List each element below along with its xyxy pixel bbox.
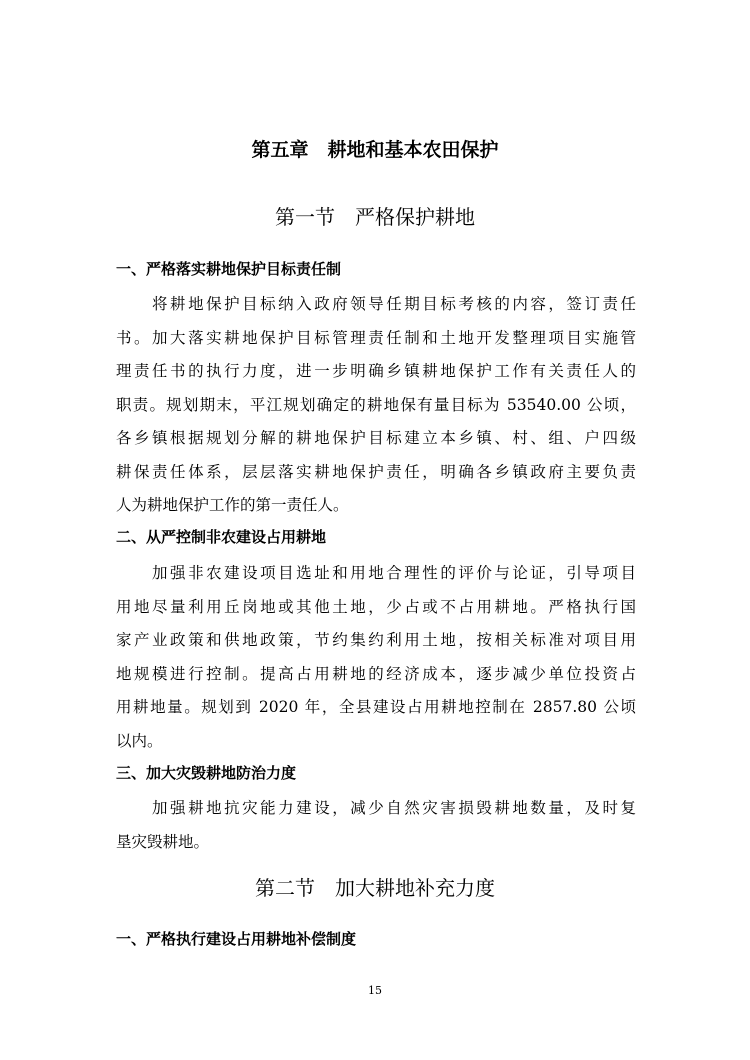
paragraph-line: 人为耕地保护工作的第一责任人。 xyxy=(116,496,349,514)
subheading-1-2: 二、从严控制非农建设占用耕地 xyxy=(116,528,327,546)
chapter-title: 第五章 耕地和基本农田保护 xyxy=(251,139,499,161)
section-title-2: 第二节 加大耕地补充力度 xyxy=(255,876,495,900)
page-number: 15 xyxy=(368,984,382,997)
section-title-1: 第一节 严格保护耕地 xyxy=(275,205,475,229)
paragraph-line: 书。加大落实耕地保护目标管理责任制和土地开发整理项目实施管 xyxy=(116,328,636,347)
paragraph-line: 家产业政策和供地政策，节约集约利用土地，按相关标准对项目用 xyxy=(116,631,636,649)
paragraph-line: 耕保责任体系，层层落实耕地保护责任，明确各乡镇政府主要负责 xyxy=(116,462,636,481)
paragraph-line: 职责。规划期末，平江规划确定的耕地保有量目标为 53540.00 公顷， xyxy=(116,395,636,414)
subheading-1-1: 一、严格落实耕地保护目标责任制 xyxy=(116,260,342,278)
paragraph-line: 垦灾毁耕地。 xyxy=(116,832,210,851)
subheading-1-3: 三、加大灾毁耕地防治力度 xyxy=(116,764,297,782)
paragraph-line: 各乡镇根据规划分解的耕地保护目标建立本乡镇、村、组、户四级 xyxy=(116,429,636,447)
paragraph-line: 加强非农建设项目选址和用地合理性的评价与论证，引导项目 xyxy=(116,564,636,582)
subheading-2-1: 一、严格执行建设占用耕地补偿制度 xyxy=(116,930,357,948)
paragraph-1-2 xyxy=(116,557,636,758)
paragraph-line: 地规模进行控制。提高占用耕地的经济成本，逐步减少单位投资占 xyxy=(116,664,636,683)
paragraph-1-3 xyxy=(116,792,636,859)
paragraph-line: 用地尽量利用丘岗地或其他土地，少占或不占用耕地。严格执行国 xyxy=(116,597,636,616)
paragraph-1-1 xyxy=(116,288,636,523)
paragraph-line: 以内。 xyxy=(116,731,163,750)
paragraph-line: 理责任书的执行力度，进一步明确乡镇耕地保护工作有关责任人的 xyxy=(116,362,636,380)
paragraph-line: 用耕地量。规划到 2020 年，全县建设占用耕地控制在 2857.80 公顷 xyxy=(116,698,636,716)
paragraph-line: 加强耕地抗灾能力建设，减少自然灾害损毁耕地数量，及时复 xyxy=(116,799,636,817)
paragraph-line: 将耕地保护目标纳入政府领导任期目标考核的内容，签订责任 xyxy=(116,295,636,313)
